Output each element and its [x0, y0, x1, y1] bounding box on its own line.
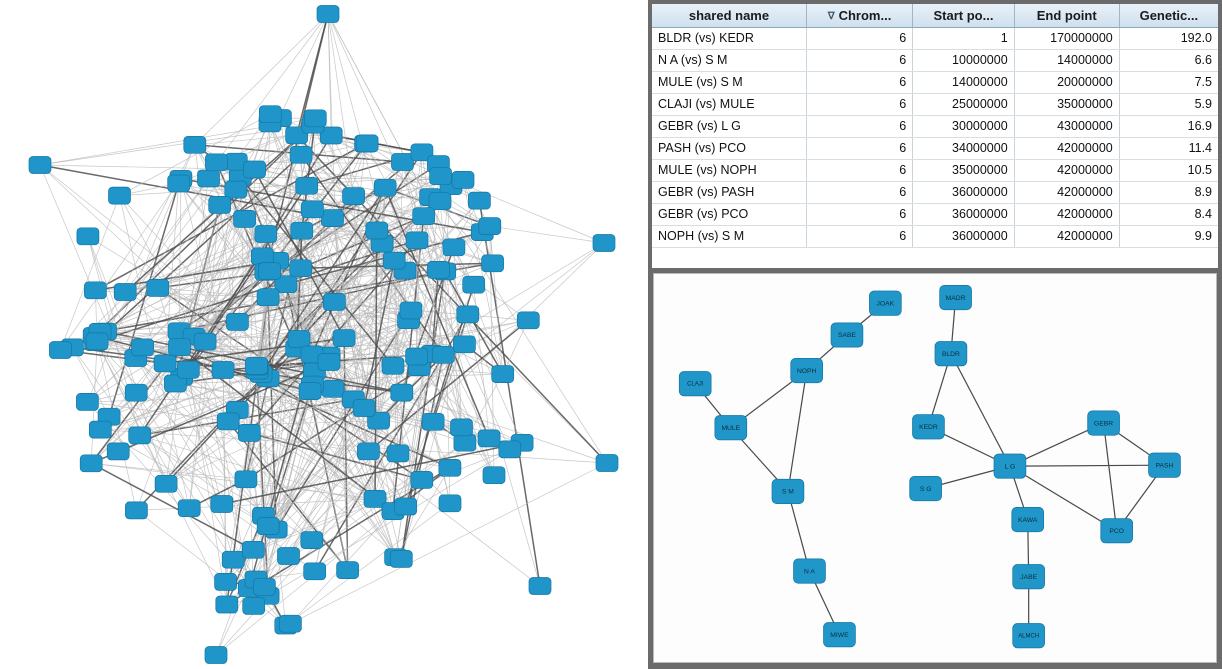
network-node[interactable]	[29, 157, 51, 174]
network-node[interactable]	[198, 170, 220, 187]
network-node[interactable]	[366, 222, 388, 239]
cell-shared-name: GEBR (vs) L G	[652, 115, 806, 137]
table-row[interactable]	[652, 225, 1218, 247]
network-node[interactable]	[242, 541, 264, 558]
network-node-label: ALMCH	[1018, 633, 1040, 640]
table-row[interactable]	[652, 27, 1218, 49]
cell-chromosome: 6	[806, 93, 912, 115]
network-node[interactable]	[301, 201, 323, 218]
network-node-label: KEDR	[919, 424, 938, 432]
table-header-row[interactable]	[652, 4, 1218, 27]
network-node-label: JABE	[1020, 573, 1038, 581]
cell-genetic: 16.9	[1119, 115, 1218, 137]
network-node[interactable]	[215, 573, 237, 590]
network-node[interactable]	[463, 276, 485, 293]
network-node[interactable]	[154, 355, 176, 372]
network-node[interactable]	[940, 285, 972, 309]
network-node[interactable]	[406, 348, 428, 365]
network-node[interactable]	[596, 455, 618, 472]
network-node[interactable]	[304, 563, 326, 580]
network-node[interactable]	[304, 110, 326, 127]
network-node[interactable]	[457, 306, 479, 323]
network-node[interactable]	[337, 562, 359, 579]
network-node[interactable]	[49, 342, 71, 359]
cell-genetic: 11.4	[1119, 137, 1218, 159]
network-node[interactable]	[593, 235, 615, 252]
cell-genetic: 6.6	[1119, 49, 1218, 71]
network-node[interactable]	[129, 427, 151, 444]
network-node[interactable]	[76, 393, 98, 410]
network-node[interactable]	[147, 279, 169, 296]
network-node[interactable]	[479, 218, 501, 235]
table-row[interactable]	[652, 203, 1218, 225]
network-node[interactable]	[107, 443, 129, 460]
network-node[interactable]	[205, 154, 227, 171]
column-header-label: Start po...	[933, 7, 994, 23]
network-node[interactable]	[715, 416, 747, 440]
network-node[interactable]	[387, 445, 409, 462]
column-header-label: Chrom...	[838, 7, 892, 23]
cell-genetic: 7.5	[1119, 71, 1218, 93]
table-row[interactable]	[652, 49, 1218, 71]
network-node[interactable]	[406, 232, 428, 249]
network-node[interactable]	[225, 181, 247, 198]
network-node[interactable]	[288, 331, 310, 348]
cell-shared-name: CLAJI (vs) MULE	[652, 93, 806, 115]
cell-start: 14000000	[913, 71, 1014, 93]
cell-start: 10000000	[913, 49, 1014, 71]
network-node[interactable]	[453, 336, 475, 353]
cell-start: 35000000	[913, 159, 1014, 181]
network-node[interactable]	[439, 495, 461, 512]
cell-shared-name: BLDR (vs) KEDR	[652, 27, 806, 49]
network-node[interactable]	[257, 289, 279, 306]
network-node[interactable]	[125, 384, 147, 401]
network-node[interactable]	[1088, 411, 1120, 435]
network-node[interactable]	[299, 383, 321, 400]
network-node-label: NOPH	[796, 367, 817, 375]
cell-start: 36000000	[913, 181, 1014, 203]
table-row[interactable]	[652, 159, 1218, 181]
cell-end: 14000000	[1014, 49, 1119, 71]
network-node[interactable]	[255, 226, 277, 243]
network-node[interactable]	[794, 559, 826, 583]
network-node[interactable]	[222, 551, 244, 568]
network-node[interactable]	[243, 597, 265, 614]
cell-genetic: 192.0	[1119, 27, 1218, 49]
network-view-small-frame	[648, 268, 1222, 669]
column-header-label: Genetic...	[1139, 7, 1199, 23]
network-edge	[951, 354, 1010, 466]
column-header-2[interactable]	[806, 4, 912, 27]
network-node[interactable]	[499, 441, 521, 458]
cell-end: 170000000	[1014, 27, 1119, 49]
network-node[interactable]	[333, 330, 355, 347]
cell-shared-name: N A (vs) S M	[652, 49, 806, 71]
cell-end: 42000000	[1014, 203, 1119, 225]
network-node[interactable]	[317, 6, 339, 23]
cell-genetic: 9.9	[1119, 225, 1218, 247]
table-body[interactable]	[652, 27, 1218, 247]
cell-end: 42000000	[1014, 181, 1119, 203]
network-node[interactable]	[259, 106, 281, 123]
network-node[interactable]	[451, 419, 473, 436]
network-node[interactable]	[125, 502, 147, 519]
network-node[interactable]	[132, 339, 154, 356]
network-edge	[394, 261, 406, 507]
network-node[interactable]	[226, 313, 248, 330]
network-node[interactable]	[824, 623, 856, 647]
network-node[interactable]	[356, 135, 378, 152]
network-node[interactable]	[483, 467, 505, 484]
network-node[interactable]	[429, 193, 451, 210]
network-node[interactable]	[935, 342, 967, 366]
network-node[interactable]	[994, 454, 1026, 478]
network-node[interactable]	[278, 548, 300, 565]
table-row[interactable]	[652, 137, 1218, 159]
network-edge	[256, 243, 604, 580]
network-node[interactable]	[290, 260, 312, 277]
cell-genetic: 8.4	[1119, 203, 1218, 225]
network-node[interactable]	[235, 471, 257, 488]
network-node-label: L G	[1004, 463, 1016, 471]
network-node[interactable]	[1013, 623, 1045, 647]
network-node[interactable]	[322, 380, 344, 397]
network-node[interactable]	[413, 208, 435, 225]
network-edge	[490, 226, 604, 243]
network-node[interactable]	[244, 161, 266, 178]
network-node[interactable]	[869, 291, 901, 315]
network-node[interactable]	[291, 222, 313, 239]
network-node-label: S G	[919, 485, 932, 493]
network-node[interactable]	[343, 188, 365, 205]
cell-shared-name: MULE (vs) NOPH	[652, 159, 806, 181]
network-node[interactable]	[279, 615, 301, 632]
network-node-label: CLAJI	[687, 381, 704, 388]
cell-start: 30000000	[913, 115, 1014, 137]
cell-chromosome: 6	[806, 115, 912, 137]
network-node-label: GEBR	[1094, 420, 1114, 428]
network-node[interactable]	[1013, 564, 1045, 588]
network-node-label: S M	[781, 488, 794, 496]
network-node-label: KAWA	[1018, 516, 1038, 524]
cell-start: 1	[913, 27, 1014, 49]
table-row[interactable]	[652, 71, 1218, 93]
cell-genetic: 8.9	[1119, 181, 1218, 203]
network-node[interactable]	[212, 362, 234, 379]
network-node[interactable]	[86, 333, 108, 350]
network-node[interactable]	[89, 421, 111, 438]
cell-chromosome: 6	[806, 203, 912, 225]
network-node[interactable]	[831, 323, 863, 347]
cell-end: 42000000	[1014, 137, 1119, 159]
network-node-label: BLDR	[941, 350, 960, 358]
cell-end: 35000000	[1014, 93, 1119, 115]
cell-chromosome: 6	[806, 225, 912, 247]
table-panel[interactable]	[648, 0, 1222, 268]
network-node[interactable]	[478, 430, 500, 447]
network-node[interactable]	[454, 434, 476, 451]
network-node[interactable]	[427, 261, 449, 278]
network-node[interactable]	[411, 471, 433, 488]
cell-shared-name: GEBR (vs) PASH	[652, 181, 806, 203]
network-node-label: MIWE	[830, 631, 849, 639]
cell-genetic: 10.5	[1119, 159, 1218, 181]
network-node[interactable]	[84, 282, 106, 299]
column-header-4[interactable]	[1014, 4, 1119, 27]
cell-start: 36000000	[913, 225, 1014, 247]
network-node[interactable]	[432, 346, 454, 363]
cell-end: 42000000	[1014, 225, 1119, 247]
network-node[interactable]	[390, 550, 412, 567]
network-node[interactable]	[253, 578, 275, 595]
table-row[interactable]	[652, 93, 1218, 115]
network-edge	[60, 179, 180, 350]
network-node[interactable]	[155, 475, 177, 492]
network-node[interactable]	[168, 175, 190, 192]
network-node[interactable]	[439, 459, 461, 476]
network-edge	[328, 14, 354, 196]
network-node[interactable]	[209, 196, 231, 213]
network-node[interactable]	[482, 255, 504, 272]
network-node[interactable]	[772, 479, 804, 503]
network-node[interactable]	[290, 146, 312, 163]
network-node[interactable]	[259, 263, 281, 280]
genetic-distance-table[interactable]	[652, 4, 1218, 248]
network-node[interactable]	[114, 284, 136, 301]
network-node[interactable]	[169, 339, 191, 356]
network-edge	[179, 179, 181, 331]
cell-end: 20000000	[1014, 71, 1119, 93]
network-node[interactable]	[216, 596, 238, 613]
network-node[interactable]	[517, 312, 539, 329]
network-node[interactable]	[194, 333, 216, 350]
network-node[interactable]	[322, 210, 344, 227]
cell-shared-name: GEBR (vs) PCO	[652, 203, 806, 225]
table-row[interactable]	[652, 181, 1218, 203]
network-node[interactable]	[323, 293, 345, 310]
network-node[interactable]	[910, 476, 942, 500]
network-node-label: N A	[804, 568, 815, 576]
cell-shared-name: MULE (vs) S M	[652, 71, 806, 93]
network-node[interactable]	[374, 179, 396, 196]
network-node[interactable]	[791, 358, 823, 382]
network-node[interactable]	[391, 384, 413, 401]
cell-chromosome: 6	[806, 159, 912, 181]
cell-chromosome: 6	[806, 27, 912, 49]
network-node[interactable]	[238, 424, 260, 441]
network-node[interactable]	[205, 647, 227, 664]
network-node-label: JOAK	[876, 300, 895, 308]
network-small-canvas[interactable]	[654, 274, 1216, 662]
network-node[interactable]	[452, 171, 474, 188]
cell-chromosome: 6	[806, 137, 912, 159]
network-node[interactable]	[395, 498, 417, 515]
network-node[interactable]	[184, 136, 206, 153]
network-node[interactable]	[1149, 453, 1181, 477]
network-node[interactable]	[301, 532, 323, 549]
network-node-label: PCO	[1109, 528, 1125, 536]
cell-chromosome: 6	[806, 49, 912, 71]
cell-genetic: 5.9	[1119, 93, 1218, 115]
network-node[interactable]	[1012, 507, 1044, 531]
network-node[interactable]	[392, 154, 414, 171]
cell-chromosome: 6	[806, 71, 912, 93]
network-node[interactable]	[913, 415, 945, 439]
column-header-3[interactable]	[913, 4, 1014, 27]
cell-shared-name: PASH (vs) PCO	[652, 137, 806, 159]
network-node[interactable]	[217, 413, 239, 430]
column-header-label: End point	[1036, 7, 1097, 23]
cell-start: 25000000	[913, 93, 1014, 115]
network-view-small[interactable]	[653, 273, 1217, 663]
network-node[interactable]	[383, 252, 405, 269]
network-node[interactable]	[178, 500, 200, 517]
network-node[interactable]	[80, 455, 102, 472]
column-header-1[interactable]	[652, 4, 806, 27]
network-node-label: SABE	[837, 332, 856, 340]
network-edge	[788, 371, 807, 492]
network-edge	[216, 14, 328, 162]
network-node[interactable]	[257, 518, 279, 535]
network-node[interactable]	[1101, 519, 1133, 543]
network-node[interactable]	[234, 210, 256, 227]
network-node-label: MADR	[945, 294, 966, 302]
network-node[interactable]	[400, 302, 422, 319]
network-edge	[1104, 423, 1117, 531]
table-row[interactable]	[652, 115, 1218, 137]
network-node[interactable]	[382, 357, 404, 374]
network-small-edges	[695, 298, 1164, 636]
network-node[interactable]	[353, 400, 375, 417]
column-header-5[interactable]	[1119, 4, 1218, 27]
network-node-label: PASH	[1155, 462, 1174, 470]
cell-start: 34000000	[913, 137, 1014, 159]
network-small-nodes[interactable]	[679, 285, 1180, 647]
filter-icon[interactable]: ∇	[827, 10, 835, 22]
cell-shared-name: NOPH (vs) S M	[652, 225, 806, 247]
network-node[interactable]	[109, 187, 131, 204]
network-node[interactable]	[357, 443, 379, 460]
cell-chromosome: 6	[806, 181, 912, 203]
network-node-label: MULE	[721, 424, 741, 432]
network-node[interactable]	[296, 177, 318, 194]
network-node[interactable]	[177, 361, 199, 378]
network-node[interactable]	[492, 366, 514, 383]
network-node[interactable]	[318, 354, 340, 371]
network-edge	[1010, 465, 1165, 466]
network-node[interactable]	[422, 413, 444, 430]
cell-start: 36000000	[913, 203, 1014, 225]
network-node[interactable]	[443, 239, 465, 256]
cell-end: 43000000	[1014, 115, 1119, 137]
network-node[interactable]	[77, 228, 99, 245]
network-node[interactable]	[211, 496, 233, 513]
network-node[interactable]	[468, 192, 490, 209]
network-node[interactable]	[430, 168, 452, 185]
network-node[interactable]	[679, 372, 711, 396]
network-node[interactable]	[245, 357, 267, 374]
network-node[interactable]	[529, 578, 551, 595]
column-header-label: shared name	[688, 7, 770, 23]
cell-end: 42000000	[1014, 159, 1119, 181]
